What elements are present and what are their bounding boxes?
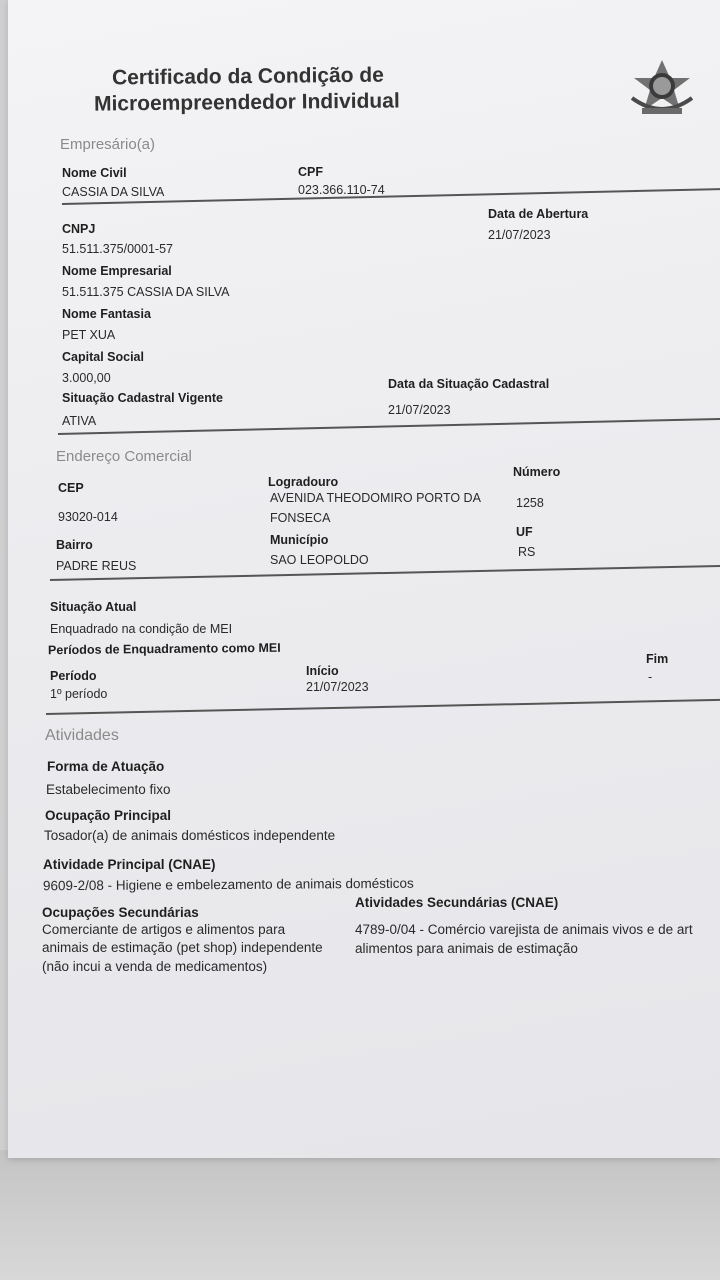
municipio-value: SAO LEOPOLDO	[270, 553, 369, 567]
bairro-label: Bairro	[56, 538, 93, 552]
atividade-principal-value: 9609-2/08 - Higiene e embelezamento de animais domésticos	[42, 875, 414, 894]
data-situacao-value: 21/07/2023	[388, 403, 451, 417]
nome-fantasia-value: PET XUA	[62, 328, 116, 342]
divider	[50, 565, 720, 581]
table-surface	[0, 1150, 720, 1280]
municipio-label: Município	[270, 533, 329, 547]
ocupacoes-secundarias-label: Ocupações Secundárias	[42, 905, 199, 920]
fim-label: Fim	[646, 652, 669, 666]
atividades-secundarias-line1: 4789-0/04 - Comércio varejista de animais vivos e de art	[355, 922, 693, 937]
certificate-page	[8, 0, 720, 1158]
nome-civil-label: Nome Civil	[62, 166, 127, 180]
logradouro-value-line1: AVENIDA THEODOMIRO PORTO DA	[270, 491, 481, 505]
title-line-1: Certificado da Condição de	[111, 63, 384, 90]
uf-value: RS	[518, 545, 536, 559]
atividade-principal-label: Atividade Principal (CNAE)	[43, 857, 216, 872]
situacao-atual-label: Situação Atual	[50, 600, 137, 614]
nome-empresarial-value: 51.511.375 CASSIA DA SILVA	[62, 285, 230, 299]
logradouro-value-line2: FONSECA	[270, 511, 331, 525]
cep-label: CEP	[58, 481, 84, 495]
cpf-label: CPF	[298, 165, 323, 179]
periodo-value: 1º período	[50, 687, 108, 701]
title-line-2: Microempreendedor Individual	[93, 89, 400, 116]
data-situacao-label: Data da Situação Cadastral	[388, 377, 550, 391]
section-atividades: Atividades	[45, 727, 119, 744]
ocupacoes-secundarias-line1: Comerciante de artigos e alimentos para	[42, 922, 286, 937]
uf-label: UF	[516, 525, 533, 539]
coat-of-arms-icon	[626, 58, 698, 118]
bairro-value: PADRE REUS	[56, 559, 137, 573]
periodos-label: Períodos de Enquadramento como MEI	[47, 640, 281, 658]
atividades-secundarias-label: Atividades Secundárias (CNAE)	[355, 895, 559, 910]
divider	[58, 418, 720, 435]
section-empresario: Empresário(a)	[60, 136, 156, 153]
ocupacao-principal-label: Ocupação Principal	[45, 808, 172, 823]
periodo-label: Período	[50, 669, 97, 683]
situacao-cadastral-value: ATIVA	[62, 414, 97, 428]
ocupacao-principal-value: Tosador(a) de animais domésticos independente	[44, 828, 336, 843]
ocupacoes-secundarias-line2: animais de estimação (pet shop) independente	[42, 940, 323, 955]
forma-atuacao-label: Forma de Atuação	[47, 759, 165, 774]
divider	[46, 699, 720, 715]
logradouro-label: Logradouro	[268, 475, 339, 489]
cpf-value: 023.366.110-74	[298, 183, 385, 197]
situacao-atual-value: Enquadrado na condição de MEI	[50, 622, 233, 636]
cnpj-label: CNPJ	[62, 222, 96, 236]
nome-fantasia-label: Nome Fantasia	[62, 307, 151, 321]
situacao-cadastral-label: Situação Cadastral Vigente	[62, 391, 223, 405]
numero-value: 1258	[516, 496, 544, 510]
ocupacoes-secundarias-line3: (não incui a venda de medicamentos)	[42, 959, 268, 974]
fim-value: -	[648, 670, 653, 684]
forma-atuacao-value: Estabelecimento fixo	[46, 782, 171, 797]
inicio-value: 21/07/2023	[306, 680, 369, 694]
capital-social-label: Capital Social	[62, 350, 144, 364]
cnpj-value: 51.511.375/0001-57	[62, 242, 173, 256]
section-endereco: Endereço Comercial	[56, 448, 192, 465]
cep-value: 93020-014	[58, 510, 118, 524]
data-abertura-value: 21/07/2023	[488, 228, 551, 242]
atividades-secundarias-line2: alimentos para animais de estimação	[355, 941, 578, 956]
nome-empresarial-label: Nome Empresarial	[62, 264, 172, 278]
data-abertura-label: Data de Abertura	[488, 207, 589, 221]
nome-civil-value: CASSIA DA SILVA	[62, 185, 165, 199]
capital-social-value: 3.000,00	[62, 371, 111, 385]
numero-label: Número	[513, 465, 561, 479]
inicio-label: Início	[306, 664, 339, 678]
